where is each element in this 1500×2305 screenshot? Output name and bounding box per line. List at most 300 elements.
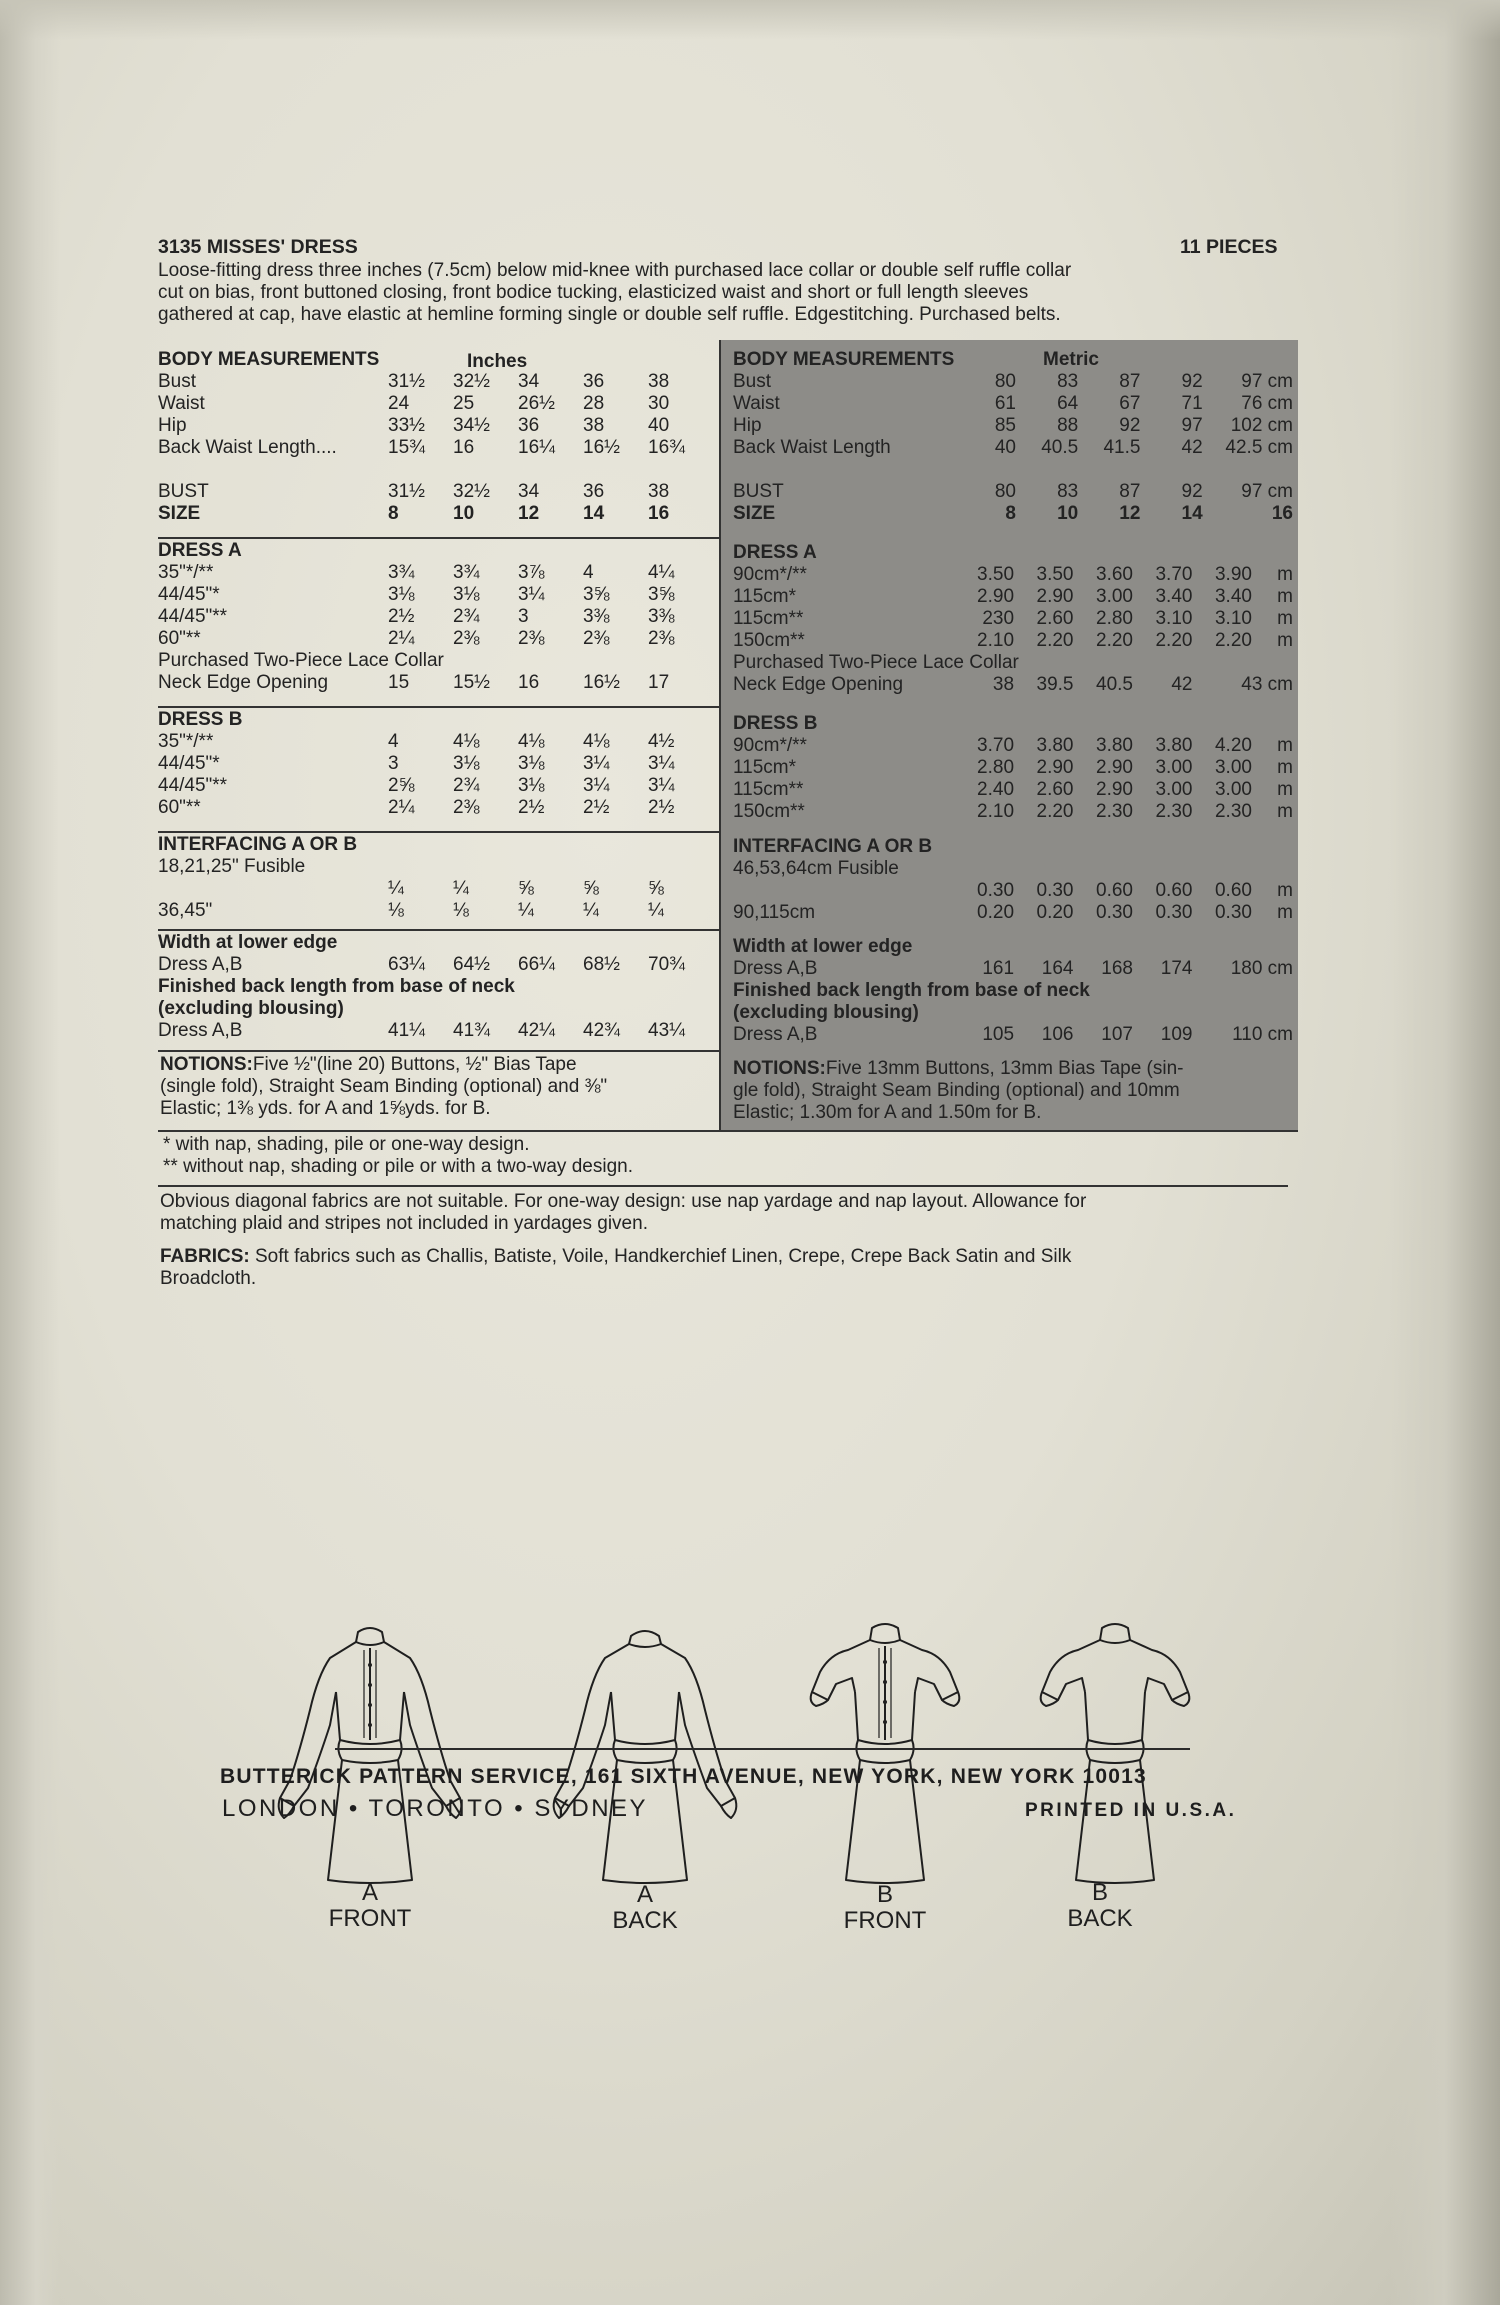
cell: m bbox=[1277, 630, 1293, 651]
table-row bbox=[158, 606, 713, 628]
table-row bbox=[733, 779, 1293, 801]
row-label: 90cm*/** bbox=[733, 735, 807, 756]
imperial-body-table bbox=[158, 371, 713, 525]
cell: 3.00 bbox=[1214, 779, 1252, 800]
cell: 2.20 bbox=[1096, 630, 1133, 651]
figure-side: FRONT bbox=[328, 1905, 412, 1932]
cell: 3.70 bbox=[1155, 564, 1193, 585]
cell: 3⅝ bbox=[583, 584, 610, 605]
section-rule bbox=[158, 1185, 1288, 1187]
fabrics-note: Broadcloth. bbox=[160, 1268, 257, 1289]
cell: 3.90 bbox=[1214, 564, 1252, 585]
cell: ¼ bbox=[583, 900, 599, 921]
section-heading: INTERFACING A OR B bbox=[158, 834, 358, 855]
imperial-interfacing-table bbox=[158, 834, 713, 922]
cell: 80 bbox=[994, 481, 1016, 502]
cell: 3 bbox=[518, 606, 529, 627]
cell: 25 bbox=[453, 393, 475, 414]
cell: 42.5 cm bbox=[1225, 437, 1293, 458]
table-row bbox=[733, 437, 1293, 459]
cell: 2.90 bbox=[977, 586, 1015, 607]
section-heading: DRESS A bbox=[158, 540, 242, 561]
column-divider bbox=[719, 340, 721, 1130]
cell: 36 bbox=[518, 415, 540, 436]
cell: 61 bbox=[994, 393, 1016, 414]
cell: 15 bbox=[388, 672, 410, 693]
section-heading: DRESS B bbox=[733, 713, 818, 734]
cell: 3.40 bbox=[1214, 586, 1252, 607]
cell: 38 bbox=[648, 481, 670, 502]
figure-side: FRONT bbox=[843, 1907, 927, 1934]
cell: 31½ bbox=[388, 371, 425, 392]
cell: 31½ bbox=[388, 481, 425, 502]
section-heading: (excluding blousing) bbox=[733, 1002, 919, 1023]
cell: 3.00 bbox=[1155, 757, 1193, 778]
cell: 97 cm bbox=[1241, 371, 1293, 392]
table-row bbox=[158, 731, 713, 753]
cell: 3.80 bbox=[1155, 735, 1193, 756]
cell: 3⅛ bbox=[453, 753, 480, 774]
cell: 0.30 bbox=[977, 880, 1015, 901]
row-label: Bust bbox=[158, 371, 197, 392]
table-row bbox=[733, 674, 1293, 696]
cell: 66¼ bbox=[518, 954, 555, 975]
cell: 2.30 bbox=[1155, 801, 1193, 822]
cell: 4.20 bbox=[1214, 735, 1252, 756]
row-label: 44/45"** bbox=[158, 775, 228, 796]
notions-heading: NOTIONS: bbox=[733, 1058, 826, 1079]
cell: 16¼ bbox=[518, 437, 555, 458]
cell: m bbox=[1277, 801, 1293, 822]
cell: 2¼ bbox=[388, 797, 415, 818]
metric-dress-b-table bbox=[733, 713, 1293, 823]
cell: 2¾ bbox=[453, 775, 480, 796]
table-row bbox=[733, 503, 1293, 525]
cell: 3.50 bbox=[1036, 564, 1074, 585]
cell: ⅝ bbox=[648, 878, 664, 899]
envelope-edge-shadow bbox=[0, 0, 60, 2305]
cell: 2⅝ bbox=[388, 775, 415, 796]
cell: 36 bbox=[583, 371, 605, 392]
metric-unit: Metric bbox=[1043, 349, 1099, 370]
cell: 3⅞ bbox=[518, 562, 545, 583]
metric-notions-line: gle fold), Straight Seam Binding (optional) and 10mm bbox=[733, 1080, 1180, 1101]
cell: 3¼ bbox=[648, 753, 675, 774]
cell: 0.20 bbox=[1036, 902, 1074, 923]
cell: 16¾ bbox=[648, 437, 685, 458]
envelope-edge-shadow bbox=[1390, 0, 1500, 2305]
cell: 0.30 bbox=[1096, 902, 1133, 923]
figure-label bbox=[310, 1880, 430, 1932]
cell: 10 bbox=[453, 503, 475, 524]
section-heading: Width at lower edge bbox=[158, 932, 338, 953]
cell: 2⅜ bbox=[518, 628, 545, 649]
cell: 71 bbox=[1181, 393, 1203, 414]
metric-body-table bbox=[733, 371, 1293, 525]
cell: 2.20 bbox=[1036, 801, 1074, 822]
interfacing-sub: 46,53,64cm Fusible bbox=[733, 858, 899, 879]
cell: 4⅛ bbox=[583, 731, 610, 752]
cell: 174 bbox=[1160, 958, 1193, 979]
cell: 2⅜ bbox=[583, 628, 610, 649]
cell: 2.90 bbox=[1036, 757, 1074, 778]
cell: 40 bbox=[648, 415, 670, 436]
cell: 76 cm bbox=[1241, 393, 1293, 414]
cell: 97 bbox=[1181, 415, 1203, 436]
cell: 63¼ bbox=[388, 954, 425, 975]
figure-side: BACK bbox=[1067, 1905, 1133, 1932]
cell: 3.40 bbox=[1155, 586, 1193, 607]
table-row bbox=[733, 801, 1293, 823]
row-label: Neck Edge Opening bbox=[733, 674, 904, 695]
row-label: Back Waist Length.... bbox=[158, 437, 337, 458]
table-row bbox=[158, 584, 713, 606]
cell: 3.00 bbox=[1214, 757, 1252, 778]
cell: 85 bbox=[994, 415, 1016, 436]
cell: 3.80 bbox=[1096, 735, 1133, 756]
cell: 40.5 bbox=[1096, 674, 1133, 695]
cell: 32½ bbox=[453, 371, 490, 392]
figure-view: A bbox=[361, 1879, 378, 1906]
cell: 2½ bbox=[648, 797, 675, 818]
cell: 3.00 bbox=[1096, 586, 1133, 607]
cell: ¼ bbox=[648, 900, 664, 921]
cell: 42¾ bbox=[583, 1020, 620, 1041]
figure-side: BACK bbox=[612, 1907, 678, 1934]
cell: 42 bbox=[1171, 674, 1193, 695]
cell: 2.90 bbox=[1096, 779, 1133, 800]
pieces-count: 11 PIECES bbox=[1180, 236, 1278, 258]
section-heading: DRESS B bbox=[158, 709, 243, 730]
cell: 102 cm bbox=[1230, 415, 1293, 436]
figure-label bbox=[1040, 1880, 1160, 1932]
table-row bbox=[733, 902, 1293, 924]
cell: 109 bbox=[1160, 1024, 1193, 1045]
table-row bbox=[733, 586, 1293, 608]
cell: 83 bbox=[1057, 481, 1079, 502]
row-label: 150cm** bbox=[733, 801, 805, 822]
cell: 2.30 bbox=[1096, 801, 1133, 822]
cell: 2¼ bbox=[388, 628, 415, 649]
cell: 40.5 bbox=[1041, 437, 1079, 458]
cell: 3¾ bbox=[453, 562, 480, 583]
cell: 88 bbox=[1057, 415, 1079, 436]
cell: 4¼ bbox=[648, 562, 675, 583]
figure-view: B bbox=[876, 1881, 893, 1908]
cell: m bbox=[1277, 586, 1293, 607]
table-row bbox=[158, 878, 713, 900]
section-rule bbox=[158, 706, 720, 708]
notions-heading: NOTIONS: bbox=[160, 1054, 253, 1075]
cell: 2½ bbox=[388, 606, 415, 627]
metric-notions-line bbox=[733, 1058, 1184, 1079]
cell: 92 bbox=[1119, 415, 1141, 436]
cell: m bbox=[1277, 757, 1293, 778]
cell: 32½ bbox=[453, 481, 490, 502]
row-label: Neck Edge Opening bbox=[158, 672, 329, 693]
cell: 34 bbox=[518, 371, 540, 392]
style-title bbox=[158, 236, 358, 258]
cell: 2.90 bbox=[1036, 586, 1074, 607]
figure-label bbox=[825, 1882, 945, 1934]
table-row bbox=[158, 775, 713, 797]
cell: 16 bbox=[518, 672, 540, 693]
cell: 36 bbox=[583, 481, 605, 502]
spacer bbox=[158, 459, 713, 481]
cell: 0.60 bbox=[1155, 880, 1193, 901]
cell: 3¼ bbox=[518, 584, 545, 605]
section-heading: Width at lower edge bbox=[733, 936, 913, 957]
cell: 2.20 bbox=[1155, 630, 1193, 651]
imperial-unit: Inches bbox=[467, 351, 528, 372]
notions-text: Five ½"(line 20) Buttons, ½" Bias Tape bbox=[252, 1054, 577, 1075]
cell: 106 bbox=[1041, 1024, 1074, 1045]
cell: 38 bbox=[648, 371, 670, 392]
row-label bbox=[158, 878, 388, 900]
cell: ⅛ bbox=[388, 900, 404, 921]
cell: 3.10 bbox=[1155, 608, 1193, 629]
table-row bbox=[158, 900, 713, 922]
cell: 41¼ bbox=[388, 1020, 425, 1041]
table-row bbox=[733, 1024, 1293, 1046]
publisher-cities: LONDON • TORONTO • SYDNEY bbox=[222, 1795, 649, 1822]
cell: 2½ bbox=[583, 797, 610, 818]
cell: 92 bbox=[1181, 481, 1203, 502]
diagonal-note: Obvious diagonal fabrics are not suitable. For one-way design: use nap yardage and nap layout. Allowance for bbox=[160, 1191, 1087, 1212]
cell: 2⅜ bbox=[453, 628, 480, 649]
cell: 3⅜ bbox=[648, 606, 675, 627]
cell: 3.70 bbox=[977, 735, 1015, 756]
fabrics-note bbox=[160, 1246, 1071, 1267]
imperial-notions-line: Elastic; 1⅜ yds. for A and 1⅝yds. for B. bbox=[160, 1098, 491, 1119]
cell: ¼ bbox=[518, 900, 534, 921]
diagonal-note: matching plaid and stripes not included in yardages given. bbox=[160, 1213, 648, 1234]
row-label: Bust bbox=[733, 371, 772, 392]
row-label: 150cm** bbox=[733, 630, 805, 651]
cell: m bbox=[1277, 902, 1293, 923]
metric-heading: BODY MEASUREMENTS bbox=[733, 349, 955, 370]
cell: 168 bbox=[1101, 958, 1133, 979]
section-heading: DRESS A bbox=[733, 542, 817, 563]
cell: 3 bbox=[388, 753, 399, 774]
footnote-no-nap: ** without nap, shading or pile or with a two-way design. bbox=[163, 1156, 633, 1177]
footnote-nap: * with nap, shading, pile or one-way design. bbox=[163, 1134, 530, 1155]
cell: 3¼ bbox=[583, 775, 610, 796]
section-rule bbox=[158, 537, 720, 539]
row-label: 115cm* bbox=[733, 757, 797, 778]
cell: 70¾ bbox=[648, 954, 685, 975]
cell: 3¼ bbox=[648, 775, 675, 796]
cell: ⅝ bbox=[518, 878, 534, 899]
cell: 3.10 bbox=[1214, 608, 1252, 629]
publisher-address: BUTTERICK PATTERN SERVICE, 161 SIXTH AVENUE, NEW YORK, NEW YORK 10013 bbox=[220, 1765, 1147, 1788]
cell: 2.20 bbox=[1036, 630, 1074, 651]
cell: 8 bbox=[388, 503, 399, 524]
row-label: Hip bbox=[158, 415, 187, 436]
bust-label: BUST bbox=[733, 481, 784, 502]
cell: 4 bbox=[583, 562, 594, 583]
cell: 0.30 bbox=[1214, 902, 1252, 923]
cell: 12 bbox=[1119, 503, 1141, 524]
cell: 67 bbox=[1119, 393, 1141, 414]
collar-label: Purchased Two-Piece Lace Collar bbox=[733, 652, 1019, 673]
cell: 64 bbox=[1057, 393, 1079, 414]
metric-dress-a-table bbox=[733, 542, 1293, 696]
cell: 15¾ bbox=[388, 437, 425, 458]
cell: 180 cm bbox=[1230, 958, 1293, 979]
size-label: SIZE bbox=[733, 503, 776, 524]
interfacing-sub: 18,21,25" Fusible bbox=[158, 856, 306, 877]
section-heading: INTERFACING A OR B bbox=[733, 836, 933, 857]
cell: 16½ bbox=[583, 672, 620, 693]
cell: 33½ bbox=[388, 415, 425, 436]
cell: 230 bbox=[982, 608, 1015, 629]
cell: 41¾ bbox=[453, 1020, 490, 1041]
cell: 0.60 bbox=[1214, 880, 1252, 901]
cell: 0.30 bbox=[1036, 880, 1074, 901]
cell: 38 bbox=[992, 674, 1015, 695]
cell: m bbox=[1277, 608, 1293, 629]
imperial-heading: BODY MEASUREMENTS bbox=[158, 349, 380, 370]
cell: 3⅛ bbox=[518, 753, 545, 774]
cell: 34½ bbox=[453, 415, 490, 436]
cell: m bbox=[1277, 735, 1293, 756]
table-row bbox=[158, 628, 713, 650]
cell: 26½ bbox=[518, 393, 555, 414]
row-label: 44/45"* bbox=[158, 584, 220, 605]
cell: 14 bbox=[583, 503, 605, 524]
cell: 34 bbox=[518, 481, 540, 502]
cell: 3¼ bbox=[583, 753, 610, 774]
section-heading: Finished back length from base of neck bbox=[733, 980, 1090, 1001]
cell: 39.5 bbox=[1036, 674, 1074, 695]
row-label: 44/45"* bbox=[158, 753, 220, 774]
imperial-dress-b-table bbox=[158, 709, 713, 819]
cell: 43¼ bbox=[648, 1020, 685, 1041]
table-row bbox=[158, 393, 713, 415]
cell: 107 bbox=[1101, 1024, 1133, 1045]
row-label: Dress A,B bbox=[158, 1020, 243, 1041]
table-row bbox=[733, 481, 1293, 503]
row-label: Dress A,B bbox=[733, 1024, 818, 1045]
printed-in: PRINTED IN U.S.A. bbox=[1025, 1800, 1237, 1821]
row-label: Hip bbox=[733, 415, 762, 436]
cell: 17 bbox=[648, 672, 670, 693]
cell: 41.5 bbox=[1103, 437, 1141, 458]
metric-width-table bbox=[733, 936, 1293, 1046]
cell: m bbox=[1277, 564, 1293, 585]
cell: 2.20 bbox=[1214, 630, 1252, 651]
table-row bbox=[158, 437, 713, 459]
cell: 2.80 bbox=[1096, 608, 1133, 629]
cell: 2.60 bbox=[1036, 608, 1074, 629]
section-heading: Finished back length from base of neck bbox=[158, 976, 515, 997]
imperial-width-table bbox=[158, 932, 713, 1042]
row-label: 60"** bbox=[158, 797, 201, 818]
row-label: Dress A,B bbox=[158, 954, 243, 975]
table-row bbox=[733, 415, 1293, 437]
table-row bbox=[733, 371, 1293, 393]
row-label: 115cm** bbox=[733, 779, 804, 800]
cell: 80 bbox=[994, 371, 1016, 392]
cell: 3.80 bbox=[1036, 735, 1074, 756]
metric-interfacing-table bbox=[733, 836, 1293, 924]
cell: 42 bbox=[1181, 437, 1203, 458]
table-row bbox=[733, 757, 1293, 779]
cell: 110 cm bbox=[1232, 1024, 1293, 1045]
row-label: Waist bbox=[158, 393, 205, 414]
fabrics-text: Soft fabrics such as Challis, Batiste, Voile, Handkerchief Linen, Crepe, Crepe Back Satin and Silk bbox=[249, 1246, 1072, 1267]
section-rule bbox=[158, 831, 720, 833]
row-label: 35"*/** bbox=[158, 731, 214, 752]
table-row bbox=[158, 954, 713, 976]
table-row bbox=[158, 1020, 713, 1042]
cell: 3⅛ bbox=[453, 584, 480, 605]
cell: 42¼ bbox=[518, 1020, 555, 1041]
cell: 83 bbox=[1057, 371, 1079, 392]
row-label: 36,45" bbox=[158, 900, 213, 921]
cell: 16½ bbox=[583, 437, 620, 458]
envelope-fold-shadow bbox=[0, 0, 1500, 40]
table-row bbox=[733, 958, 1293, 980]
row-label: Waist bbox=[733, 393, 780, 414]
row-label: 90cm*/** bbox=[733, 564, 807, 585]
cell: 0.20 bbox=[977, 902, 1015, 923]
cell: 12 bbox=[518, 503, 540, 524]
cell: ¼ bbox=[388, 878, 404, 899]
row-label: 60"** bbox=[158, 628, 201, 649]
pattern-title: MISSES' DRESS bbox=[206, 236, 358, 258]
table-row bbox=[733, 608, 1293, 630]
table-row bbox=[733, 735, 1293, 757]
description-line: Loose-fitting dress three inches (7.5cm) below mid-knee with purchased lace collar or double self ruffle collar bbox=[158, 260, 1072, 281]
cell: 8 bbox=[1005, 503, 1016, 524]
cell: 2½ bbox=[518, 797, 545, 818]
cell: 28 bbox=[583, 393, 605, 414]
cell: 24 bbox=[388, 393, 410, 414]
cell: 4⅛ bbox=[453, 731, 480, 752]
section-rule bbox=[158, 929, 720, 931]
table-row bbox=[733, 880, 1293, 902]
table-row bbox=[158, 415, 713, 437]
cell: 105 bbox=[982, 1024, 1015, 1045]
table-row bbox=[158, 672, 713, 694]
table-row bbox=[158, 562, 713, 584]
cell: 0.30 bbox=[1155, 902, 1193, 923]
cell: 2.90 bbox=[1096, 757, 1133, 778]
cell: m bbox=[1277, 880, 1293, 901]
description-line: cut on bias, front buttoned closing, front bodice tucking, elasticized waist and short or full length sleeves bbox=[158, 282, 1029, 303]
cell: 30 bbox=[648, 393, 670, 414]
cell: 3⅝ bbox=[648, 584, 675, 605]
style-number: 3135 bbox=[158, 236, 202, 258]
table-row bbox=[158, 371, 713, 393]
row-label: 44/45"** bbox=[158, 606, 228, 627]
spacer bbox=[733, 459, 1293, 481]
cell: 2.10 bbox=[977, 630, 1015, 651]
row-label: 90,115cm bbox=[733, 902, 816, 923]
row-label: 115cm* bbox=[733, 586, 797, 607]
row-label: Back Waist Length bbox=[733, 437, 891, 458]
cell: ¼ bbox=[453, 878, 469, 899]
cell: 2.30 bbox=[1214, 801, 1252, 822]
collar-label: Purchased Two-Piece Lace Collar bbox=[158, 650, 444, 671]
figure-view: B bbox=[1091, 1879, 1108, 1906]
cell: 2.40 bbox=[977, 779, 1015, 800]
fabrics-label: FABRICS: bbox=[160, 1246, 250, 1267]
section-heading: (excluding blousing) bbox=[158, 998, 344, 1019]
cell: 2⅜ bbox=[648, 628, 675, 649]
